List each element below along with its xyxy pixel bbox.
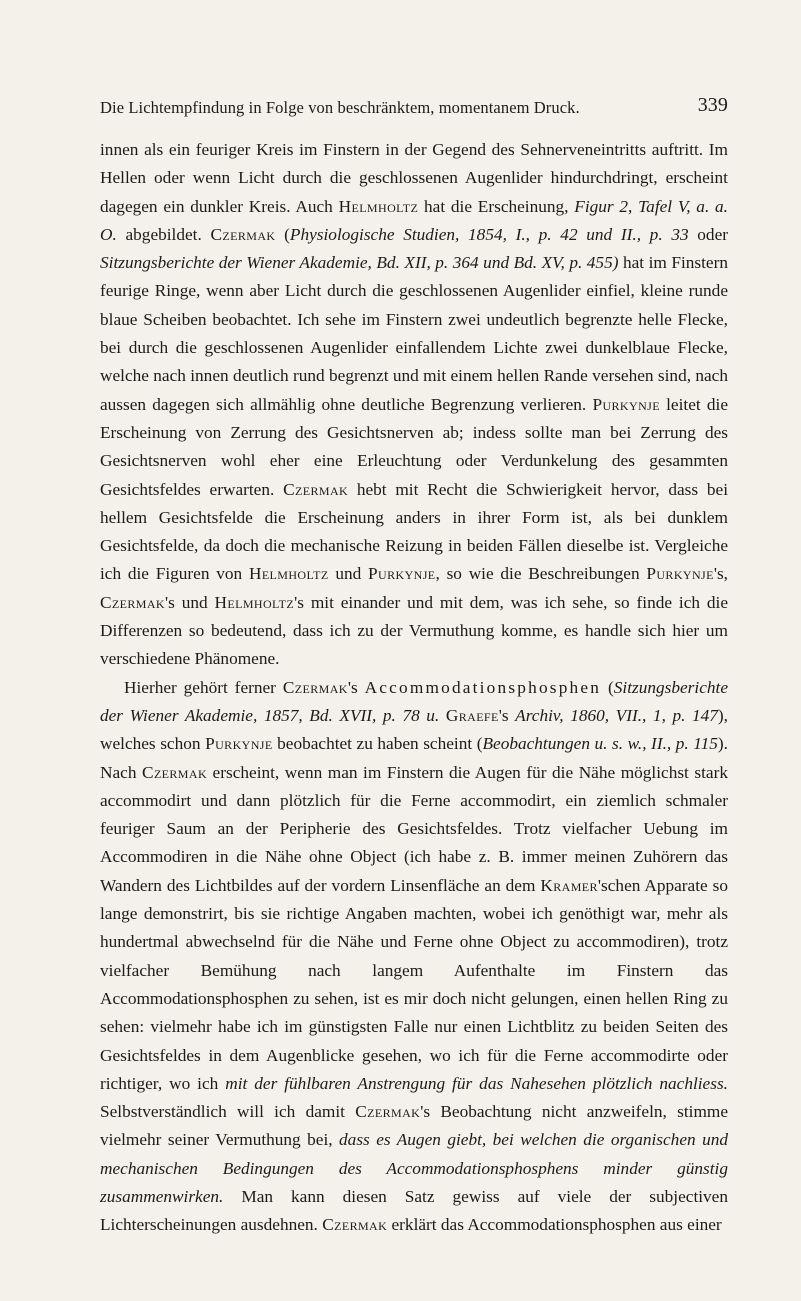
text-run: innen als ein feuriger Kreis im Finstern in der Gegend des Sehnerveneintritts auftritt. Im Hellen oder wenn Licht durch die geschlossenen Augenlider hindurchdringt, erscheint dagegen ein dunkler Kreis. Auch: [100, 140, 728, 216]
author-name: Purkynje: [368, 564, 436, 584]
text-run: Man kann diesen Satz gewiss auf viele der subjectiven Lichterscheinungen ausdehnen.: [100, 1186, 728, 1235]
text-run: 's: [347, 677, 365, 697]
author-name: Czermak: [282, 677, 348, 697]
text-run: beobachtet zu haben scheint (: [272, 734, 483, 754]
body-text: [100, 136, 728, 1240]
author-name: Helmholtz: [248, 564, 329, 584]
text-run: erklärt das Accommodationsphosphen aus einer: [387, 1215, 722, 1235]
author-name: Helmholtz: [338, 196, 419, 216]
text-run: Hierher gehört ferner: [124, 677, 283, 697]
text-run: ), welches schon: [100, 705, 728, 754]
reference: Physiologische Studien, 1854, I., p. 42 und II., p. 33: [289, 224, 689, 244]
author-name: Helmholtz: [214, 592, 295, 612]
author-name: Kramer: [540, 875, 598, 895]
text-run: (: [601, 677, 614, 697]
text-run: , so wie die Beschreibungen: [435, 564, 647, 584]
text-run: [439, 706, 446, 725]
emphasis: mit der fühlbaren Anstrengung für das Nahesehen plötzlich nachliess.: [225, 1073, 728, 1093]
paragraph-1: [100, 136, 728, 674]
reference: Sitzungsberichte der Wiener Akademie, 1857, Bd. XVII, p. 78 u.: [100, 677, 728, 725]
author-name: Graefe: [445, 705, 499, 725]
author-name: Czermak: [283, 479, 349, 499]
author-name: Czermak: [355, 1102, 421, 1122]
author-name: Czermak: [142, 762, 208, 782]
author-name: Purkynje: [205, 734, 273, 754]
reference: Figur 2, Tafel V, a. a. O.: [100, 196, 728, 244]
author-name: Czermak: [210, 224, 276, 244]
text-run: erscheint, wenn man im Finstern die Augen für die Nähe möglichst stark accommodirt und dann plötzlich für die Ferne accommodirt, ein ziemlich schmaler feuriger Saum an der Peripherie des Gesichtsfeldes. Trotz vielfacher Uebung im Accommodiren in die Nähe ohne Object (ich habe z. B. immer meinen Zuhörern das Wandern des Lichtbildes auf der vordern Linsenfläche an dem: [100, 762, 728, 895]
emphasis: dass es Augen giebt, bei welchen die organischen und mechanischen Bedingungen des Accommodationsphosphens minder günstig zusammenwirken.: [100, 1130, 728, 1206]
reference: Sitzungsberichte der Wiener Akademie, Bd. XII, p. 364 und Bd. XV, p. 455): [100, 253, 619, 273]
text-run: hebt mit Recht die Schwierigkeit hervor, dass bei hellem Gesichtsfelde die Erscheinung anders in ihrer Form ist, als bei dunklem Gesichtsfelde, da doch die mechanische Reizung in beiden Fällen dieselbe ist. Vergleiche ich die Figuren von: [100, 479, 728, 584]
author-name: Czermak: [322, 1215, 388, 1235]
text-run: leitet die Erscheinung von Zerrung des Gesichtsnerven ab; indess sollte man bei Zerrung des Gesichtsnerven wohl eher eine Erleuchtung oder Verdunkelung des gesammten Gesichtsfeldes erwarten.: [100, 394, 728, 499]
text-run: 's Beobachtung nicht anzweifeln, stimme vielmehr seiner Vermuthung bei,: [100, 1102, 729, 1150]
text-run: 's und: [165, 592, 215, 612]
author-name: Purkynje: [592, 394, 660, 414]
text-run: hat die Erscheinung,: [418, 196, 575, 216]
page-number: 339: [697, 94, 728, 116]
text-run: ). Nach: [100, 734, 728, 782]
text-run: Selbstverständlich will ich damit: [100, 1102, 356, 1122]
reference: Archiv, 1860, VII., 1, p. 147: [515, 705, 718, 725]
text-run: abgebildet.: [116, 224, 211, 244]
text-run: 'schen Apparate so lange demonstrirt, bis sie richtige Angaben machten, wobei ich genöthigt war, mehr als hundertmal abwechselnd für die Nähe und Ferne ohne Object zu accommodiren), trotz vielfacher Bemühung nach langem Aufenthalte im Finstern das Accommodationsphosphen zu sehen, ist es mir doch nicht gelungen, einen hellen Ring zu sehen: vielmehr habe ich im günstigsten Falle nur einen Lichtblitz zu beiden Seiten des Gesichtsfeldes in dem Augenblicke gesehen, wo ich für die Ferne accommodirte oder richtiger, wo ich: [100, 875, 728, 1093]
text-run: 's mit einander und mit dem, was ich sehe, so finde ich die Differenzen so bedeutend, dass ich zu der Vermuthung komme, es handle sich hier um verschiedene Phänomene.: [100, 592, 728, 669]
author-name: Purkynje: [646, 564, 714, 584]
page-header: [100, 78, 728, 118]
text-run: hat im Finstern feurige Ringe, wenn aber Licht durch die geschlossenen Augenlider einfiel, kleine runde blaue Scheiben beobachtet. Ich sehe im Finstern zwei undeutlich begrenzte helle Flecke, bei durch die geschlossenen Augenlider einfallendem Lichte zwei dunkelblaue Flecke, welche nach innen deutlich rund begrenzt und mit einem hellen Rande versehen sind, nach aussen dagegen sich allmählig ohne deutliche Begrenzung verlieren.: [100, 253, 728, 414]
running-title: Die Lichtempfindung in Folge von beschränktem, momentanem Druck.: [100, 98, 580, 117]
text-run: (: [275, 224, 290, 244]
spaced-term: Accommodationsphosphen: [364, 677, 602, 697]
text-run: 's,: [713, 564, 729, 584]
paragraph-2: [100, 674, 728, 1240]
text-run: und: [328, 564, 369, 584]
text-run: oder: [688, 224, 728, 244]
reference: Beobachtungen u. s. w., II., p. 115: [482, 734, 718, 754]
author-name: Czermak: [100, 592, 165, 612]
text-run: 's: [498, 705, 516, 725]
